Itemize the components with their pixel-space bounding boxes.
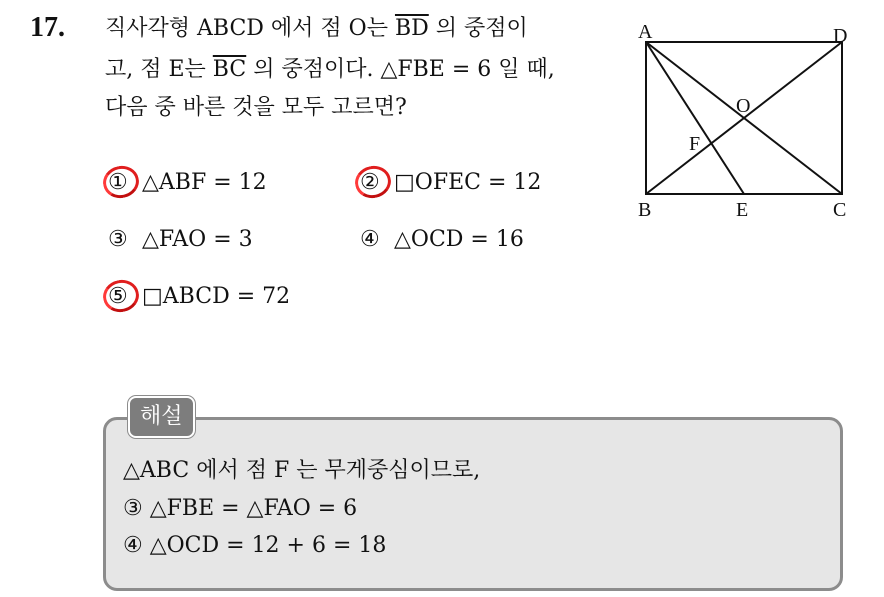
label-o: O — [736, 95, 751, 117]
segment-bc: $\overline{BC}$ — [212, 57, 247, 82]
choice-4-text: △OCD = 16 — [394, 227, 524, 252]
question-number: 17. — [30, 12, 65, 43]
label-e: E — [736, 199, 749, 221]
choice-1[interactable] — [108, 168, 267, 198]
label-b: B — [638, 199, 652, 221]
solution-line-2: ③ △FBE = △FAO = 6 — [123, 496, 358, 521]
choice-2-text: □OFEC = 12 — [394, 170, 542, 195]
segment-ae — [646, 42, 744, 194]
choice-3-number: ③ — [108, 227, 128, 252]
label-a: A — [638, 22, 653, 43]
question-line-1-post: 의 중점이 — [428, 16, 528, 41]
segment-bd: $\overline{BD}$ — [394, 16, 429, 41]
choice-4[interactable] — [360, 225, 524, 255]
rectangle-diagram — [628, 22, 858, 222]
solution-tab: 해설 — [128, 396, 195, 438]
choice-4-number: ④ — [360, 227, 380, 252]
label-f: F — [689, 133, 701, 155]
question-line-2-pre: 고, 점 E는 — [105, 57, 213, 82]
solution-line-1: △ABC 에서 점 F 는 무게중심이므로, — [123, 458, 481, 483]
choice-1-text: △ABF = 12 — [142, 170, 267, 195]
choice-2-number: ② — [360, 170, 380, 195]
choice-1-number: ① — [108, 170, 128, 195]
question-line-2 — [105, 55, 555, 85]
choice-3-text: △FAO = 3 — [142, 227, 253, 252]
choice-3[interactable] — [108, 225, 253, 255]
choice-5-text: □ABCD = 72 — [142, 284, 291, 309]
question-line-1 — [105, 14, 528, 44]
choice-5-number: ⑤ — [108, 284, 128, 309]
question-line-2-post: 의 중점이다. △FBE = 6 일 때, — [246, 57, 555, 82]
question-line-1-pre: 직사각형 ABCD 에서 점 O는 — [105, 16, 395, 41]
question-line-3: 다음 중 바른 것을 모두 고르면? — [105, 95, 407, 120]
choice-2[interactable] — [360, 168, 541, 198]
label-d: D — [833, 25, 848, 47]
choice-5[interactable] — [108, 282, 290, 312]
solution-line-3: ④ △OCD = 12 + 6 = 18 — [123, 533, 387, 558]
label-c: C — [833, 199, 847, 221]
